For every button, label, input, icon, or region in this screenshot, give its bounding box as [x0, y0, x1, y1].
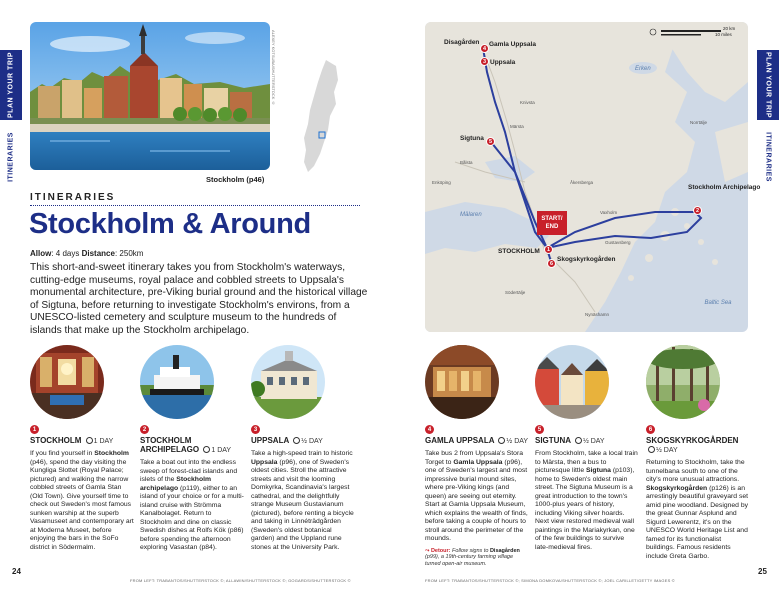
map-start-end-marker: [537, 211, 567, 235]
allow-distance-line: Allow: 4 days Distance: 250km: [30, 249, 144, 258]
map-label-gamla-uppsala: Gamla Uppsala: [489, 41, 536, 48]
map-place: Norrtälje: [690, 120, 708, 125]
stop-title: STOCKHOLM ARCHIPELAGO: [140, 436, 200, 454]
stop-photo-boat: [140, 345, 214, 419]
text-part: From Stockholm, take a local train to Märsta, then a bus to picturesque little: [535, 450, 638, 474]
clock-icon: [203, 446, 210, 453]
sweden-locator-map: [296, 58, 342, 176]
stop-number-badge: 4: [425, 425, 434, 434]
stop-photo-royal-palace: [30, 345, 104, 419]
map-pin-4: 4: [480, 44, 489, 53]
stop-description: [425, 450, 529, 544]
map-place: Södertälje: [505, 290, 526, 295]
clock-icon: [648, 446, 655, 453]
scale-mi: 10 miles: [715, 32, 732, 37]
stop-duration: 1 DAY: [93, 438, 114, 445]
detour-note: [425, 548, 529, 568]
text-part: (p126) is an arrestingly beautiful graveyard set amid pine woodland. Designed by the great Gunnar Asplund and Sigurd Lewerentz, it's on the UNESCO World Heritage List and famed for its functionalist buildings. Famous residents include Greta Garbo.: [646, 484, 749, 560]
text-part: Take a boat out into the endless sweep of forest-clad islands and islets of the: [140, 459, 238, 483]
stop-title: STOCKHOLM: [30, 436, 82, 445]
distance-value: 250km: [119, 249, 144, 258]
stop-name: [251, 436, 355, 446]
map-place: Knivsta: [520, 100, 535, 105]
stop-number-badge: 1: [30, 425, 39, 434]
map-label-stockholm: STOCKHOLM: [498, 248, 540, 255]
stop-photo-gustavianum: [251, 345, 325, 419]
allow-label: Allow: [30, 249, 52, 258]
text-part: (p96), one of Sweden's oldest cities. Stroll the attractive streets and visit the looming Domkyrka, Scandinavia's largest cathedral, and the delightfully strange Museum Gustavianum (pictured), before renting a bicycle and taking in Linnéträdgården (Sweden's oldest botanical garden) and the Uppland rune stones at the University Park.: [251, 458, 354, 551]
map-pin-3: 3: [480, 57, 489, 66]
stop-duration: ½ DAY: [301, 438, 323, 445]
stop-photo-woodland-cemetery: [646, 345, 720, 419]
text-part: (p119), either to an island of your choice or for a multi-island cruise with Strömma Kanalbolaget. Return to Stockholm and dine on classic Swedish dishes at Rolfs Kök (p86) before spending the afternoon exploring Vasastan (p84).: [140, 484, 244, 551]
stop-uppsala: [251, 345, 355, 552]
intro-paragraph: This short-and-sweet itinerary takes you from Stockholm's waterways, cutting-edge museums, royal palace and cobbled streets to Uppsala's monumental architecture, pre-Viking burial ground and the historical village of Sigtuna, before returning to investigate Stockholm's environs, from a UNESCO-listed cemetery and sculpture museum to the hundreds of islands that make up the Stockholm archipelago.: [30, 262, 368, 336]
stop-sigtuna: [535, 345, 639, 552]
stop-description: [646, 459, 750, 561]
page-number-left: 24: [12, 567, 21, 576]
stop-name: [425, 436, 529, 446]
detour-icon: ⤳: [425, 547, 431, 554]
text-part: (p46), spend the day visiting the Kungliga Slottet (Royal Palace; pictured) and walking the narrow cobbled streets of Gamla Stan (Old Town). Give yourself time to check out Sweden's most famous sunken warship at the superb Vasamuseet and contemporary art at Moderna Museet, before enjoying the bars in the SoFo district in Södermalm.: [30, 458, 134, 551]
distance-label: Distance: [81, 249, 115, 258]
stop-description: [251, 450, 355, 552]
text-part: Returning to Stockholm, take the tunnelbana south to one of the city's more unusual attractions.: [646, 459, 745, 483]
stop-title: GAMLA UPPSALA: [425, 436, 495, 445]
stop-description: [30, 450, 134, 552]
allow-value: 4 days: [55, 249, 80, 258]
detour-text: Follow signs to: [450, 547, 490, 554]
section-divider: [30, 205, 360, 206]
text-highlight: Stockholm archipelago: [140, 476, 212, 492]
stop-title: SIGTUNA: [535, 436, 571, 445]
text-highlight: Stockholm: [94, 450, 129, 457]
map-place: Åkersberga: [570, 180, 594, 185]
section-label: ITINERARIES: [30, 192, 116, 203]
map-label-sigtuna: Sigtuna: [460, 135, 484, 142]
map-label-archipelago: Stockholm Archipelago: [688, 184, 761, 191]
map-place: Märsta: [510, 124, 524, 129]
start-label: START/: [541, 216, 563, 222]
map-pin-6: 6: [547, 259, 556, 268]
stop-name: [140, 436, 244, 455]
stop-gamla-uppsala: [425, 345, 529, 567]
stop-duration: ½ DAY: [582, 438, 605, 445]
text-highlight: Sigtuna: [586, 467, 611, 474]
map-place: Vaxholm: [600, 210, 618, 215]
map-water-malaren: Mälaren: [460, 212, 482, 218]
clock-icon: [498, 437, 505, 444]
text-part: Take bus 2 from Uppsala's Stora Torget to: [425, 450, 524, 466]
detour-text: (p99), a 19th-century farming village turned open-air museum.: [425, 554, 514, 567]
side-tab-itineraries-right: [757, 122, 779, 192]
map-place: Bålsta: [460, 160, 473, 165]
stop-duration: 1 DAY: [211, 447, 232, 454]
text-part: (p96), one of Sweden's largest and most impressive burial mound sites, where pre-Viking kings (and queen) are seeing out eternity. Start at Gamla Uppsala Museum, which explains the wealth of finds, before taking a couple of hours to stroll around the perimeter of the mounds.: [425, 458, 528, 542]
stop-name: [30, 436, 134, 446]
stop-title: UPPSALA: [251, 436, 289, 445]
map-place: Gustavsberg: [605, 240, 631, 245]
map-water-baltic: Baltic Sea: [704, 300, 732, 306]
map-label-uppsala: Uppsala: [490, 59, 516, 66]
side-tab-plan-your-trip-right: [757, 50, 779, 120]
stop-number-badge: 6: [646, 425, 655, 434]
stop-title: SKOGSKYRKOGÅRDEN: [646, 436, 739, 445]
stop-duration: ½ DAY: [506, 438, 529, 445]
side-tab-label: ITINERARIES: [764, 132, 772, 182]
stop-description: [140, 459, 244, 553]
stop-description: [535, 450, 639, 552]
text-part: If you find yourself in: [30, 450, 95, 457]
stop-skogskyrkogarden: [646, 345, 750, 561]
stop-duration: ½ DAY: [656, 447, 678, 454]
side-tab-label: PLAN YOUR TRIP: [7, 52, 15, 118]
map-place: Nynäshamn: [585, 312, 610, 317]
stop-photo-sigtuna-street: [535, 345, 609, 419]
detour-label: Detour:: [430, 547, 451, 554]
side-tab-label: PLAN YOUR TRIP: [764, 52, 772, 118]
map-water-erken: Erken: [635, 66, 651, 72]
stop-photo-museum-interior: [425, 345, 499, 419]
stop-stockholm: [30, 345, 134, 552]
stop-number-badge: 3: [251, 425, 260, 434]
hero-photo-stockholm: [30, 22, 270, 170]
itinerary-map: [425, 22, 748, 332]
end-label: END: [545, 224, 559, 230]
clock-icon: [575, 437, 582, 444]
page-title: Stockholm & Around: [29, 208, 311, 240]
photo-credits-left: FROM LEFT: TRABANTOS/SHUTTERSTOCK ©; ALLAWIN/SHUTTERSTOCK ©; GOGARDS/SHUTTERSTOCK ©: [130, 578, 351, 583]
stop-number-badge: 5: [535, 425, 544, 434]
map-pin-2: 2: [693, 206, 702, 215]
text-highlight: Skogskyrkogården: [646, 484, 708, 492]
hero-caption: Stockholm (p46): [206, 175, 265, 184]
stop-stockholm-archipelago: [140, 345, 244, 553]
map-label-disagarden: Disagården: [444, 39, 480, 46]
side-tab-label: ITINERARIES: [7, 132, 15, 182]
clock-icon: [86, 437, 93, 444]
stop-name: [535, 436, 639, 446]
text-part: Take a high-speed train to historic: [251, 450, 353, 457]
map-scale: [723, 26, 735, 31]
side-tab-plan-your-trip-left: [0, 50, 22, 120]
map-scale: [715, 32, 732, 37]
map-label-skogskyrkogarden: Skogskyrkogården: [557, 256, 616, 263]
map-pin-5: 5: [486, 137, 495, 146]
text-highlight: Uppsala: [251, 458, 278, 466]
text-highlight: Gamla Uppsala: [453, 458, 503, 466]
detour-place: Disagården: [489, 547, 520, 554]
stop-name: [646, 436, 750, 455]
text-part: (p103), home to Sweden's oldest main street. The Sigtuna Museum is a great introduction to the town's 1000-plus years of history, including Viking silver hoards. Next view restored medieval wall paintings in the Mariakyrkan, one of the few buildings to survive late-medieval fires.: [535, 467, 635, 551]
scale-km: 20 km: [723, 26, 736, 31]
page-number-right: 25: [758, 567, 767, 576]
side-tab-itineraries-left: [0, 122, 22, 192]
stop-number-badge: 2: [140, 425, 149, 434]
map-pin-1: 1: [544, 245, 553, 254]
photo-credits-right: FROM LEFT: TRABANTOS/SHUTTERSTOCK ©; SIMONA DOMKOVA/SHUTTERSTOCK ©; JOEL CARILLET/GETTY IMAGES ©: [425, 578, 675, 583]
map-place: Enköping: [432, 180, 451, 185]
clock-icon: [293, 437, 300, 444]
hero-credit: ALEXEY KOTSUBA/SHUTTERSTOCK ©: [271, 30, 276, 106]
